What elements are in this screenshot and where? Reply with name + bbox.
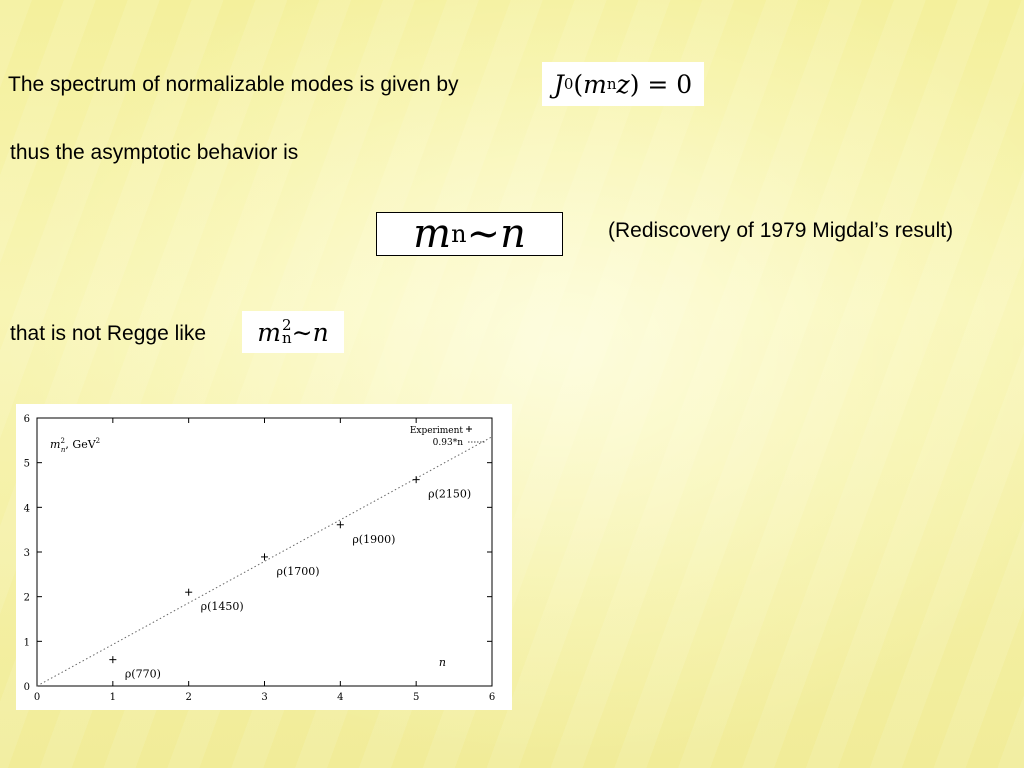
data-point-label: ρ(1450) <box>200 600 244 614</box>
regge-trajectory-chart <box>16 404 512 710</box>
y-tick-label: 5 <box>23 458 30 470</box>
y-tick-label: 1 <box>23 637 30 649</box>
regge-eq-power: 2 <box>281 315 292 334</box>
y-axis-label: $m^2$ n, GeV$^2$ <box>50 437 101 454</box>
main-eq-mass: m <box>413 211 452 257</box>
x-tick-label: 0 <box>33 692 41 703</box>
legend-fit-label: 0.93*n <box>432 438 463 448</box>
plot-frame <box>37 418 492 686</box>
y-tick-label: 2 <box>23 592 30 604</box>
rediscovery-note: (Rediscovery of 1979 Migdal’s result) <box>608 219 954 242</box>
data-point-label: ρ(770) <box>124 667 161 681</box>
eq-paren-open: ( <box>573 69 584 99</box>
y-tick-label: 3 <box>23 548 30 559</box>
x-tick-label: 5 <box>412 692 420 703</box>
main-eq-relation: ∼ <box>466 211 501 257</box>
y-tick-label: 6 <box>23 414 30 425</box>
data-point-label: ρ(1700) <box>276 564 320 578</box>
y-tick-label: 0 <box>23 682 30 693</box>
regge-equation <box>242 311 344 353</box>
x-tick-label: 1 <box>109 692 117 703</box>
bessel-order: 0 <box>563 75 574 93</box>
x-tick-label: 2 <box>185 692 192 703</box>
asymptotic-text: thus the asymptotic behavior is <box>10 141 299 164</box>
regge-eq-mass: m <box>257 317 281 347</box>
data-point-label: ρ(1900) <box>352 532 396 546</box>
main-equation-box <box>376 212 563 256</box>
x-tick-label: 4 <box>337 692 344 703</box>
fit-line <box>37 437 492 686</box>
eq-mass-index: n <box>606 75 617 93</box>
bessel-j: J <box>553 69 564 99</box>
data-point-label: ρ(2150) <box>428 487 472 501</box>
x-axis-label: n <box>438 655 447 669</box>
eq-z: z <box>616 69 630 99</box>
regge-eq-relation: ∼ <box>291 317 313 347</box>
regge-eq-n: n <box>312 317 329 347</box>
chart-svg <box>16 404 512 710</box>
y-tick-label: 4 <box>23 503 30 515</box>
legend-experiment-label: Experiment <box>409 426 463 436</box>
spectrum-text: The spectrum of normalizable modes is given by <box>8 73 459 96</box>
spectrum-equation <box>542 62 704 106</box>
regge-eq-index: n <box>281 329 292 347</box>
main-eq-index: n <box>451 220 467 248</box>
x-tick-label: 6 <box>488 692 496 703</box>
eq-mass: m <box>583 69 607 99</box>
eq-end: ) = 0 <box>629 69 693 99</box>
regge-text: that is not Regge like <box>10 322 207 345</box>
x-tick-label: 3 <box>261 692 268 703</box>
main-eq-n: n <box>500 211 526 257</box>
